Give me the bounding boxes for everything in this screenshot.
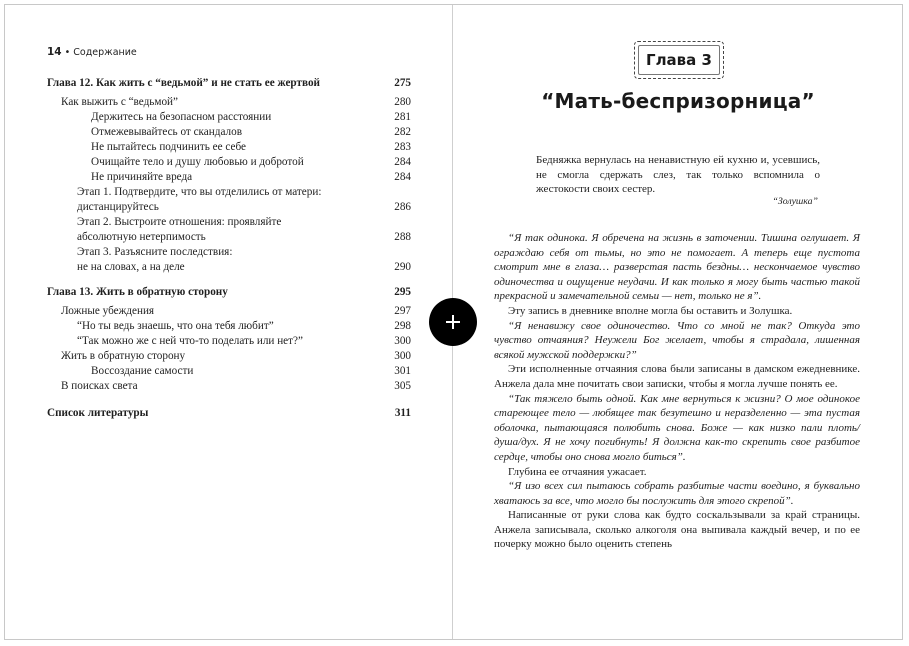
text-paragraph: Написанные от руки слова как будто соскальзывали за край страницы. Анжела записывала, сколько алкоголя она выпивала каждый вечер, и по ее почерку можно было оценить степень xyxy=(494,509,860,551)
toc-entry xyxy=(5,304,451,319)
toc-entry-title: Этап 1. Подтвердите, что вы отделились от матери: xyxy=(77,186,322,198)
toc-entry xyxy=(5,110,451,125)
toc-entry xyxy=(5,406,451,421)
quote-paragraph: “Я так одинока. Я обречена на жизнь в заточении. Тишина оглушает. Я ограждаю себя от тьмы, но это не помогает. А теперь еще пустота смотрит мне в глаза… разверстая пасть бездны… нескончаемое чувство одиночества и ощущение неудачи. И как только я могу быть частью такой прекрасной и замечательной семьи — нет, только не я”. xyxy=(494,232,860,303)
running-head-bullet: • xyxy=(64,47,74,58)
toc-entry-page: 286 xyxy=(394,201,411,213)
toc-entry-page: 290 xyxy=(394,261,411,273)
right-page xyxy=(454,5,902,639)
toc-entry xyxy=(5,125,451,140)
toc-entry-page: 300 xyxy=(394,335,411,347)
toc-entry-title: Воссоздание самости xyxy=(91,365,194,377)
epigraph: Бедняжка вернулась на ненавистную ей кухню и, усевшись, не смогла сдержать слез, так только вспомнила о жестокости своих сестер. xyxy=(536,154,820,196)
toc-entry xyxy=(5,140,451,155)
toc-entry-page: 282 xyxy=(394,126,411,138)
toc-entry-page: 288 xyxy=(394,231,411,243)
toc-entry-title: Жить в обратную сторону xyxy=(61,350,186,362)
toc-entry-page: 301 xyxy=(394,365,411,377)
chapter-label-box xyxy=(634,41,724,79)
toc-entry-page: 284 xyxy=(394,156,411,168)
toc-entry-page: 275 xyxy=(394,77,411,89)
toc-entry xyxy=(5,349,451,364)
quote-paragraph: “Так тяжело быть одной. Как мне вернуться к жизни? О мое одинокое стареющее тело — любящее так безутешно и неразделенно — эта пустая оболочка, пытающаяся полюбить снова. Боже — как низко пали плоть/душа/дух. Я не хочу погибнуть! Я должна как-то скрепить свое разбитое сердце, чтобы оно снова могло биться”. xyxy=(494,392,860,463)
add-button[interactable] xyxy=(429,298,477,346)
toc-entry-title: “Так можно же с ней что-то поделать или нет?” xyxy=(77,335,303,347)
toc-entry xyxy=(5,200,451,215)
text-paragraph: Глубина ее отчаяния ужасает. xyxy=(508,465,647,478)
toc-entry-page: 280 xyxy=(394,96,411,108)
toc-entry-title: Глава 12. Как жить с “ведьмой” и не стать ее жертвой xyxy=(47,77,320,89)
toc-entry-page: 297 xyxy=(394,305,411,317)
text-paragraph: Эти исполненные отчаяния слова были записаны в дамском ежедневнике. Анжела дала мне почитать свои записки, чтобы я могла лучше понять ее. xyxy=(494,363,860,390)
toc-entry-page: 311 xyxy=(394,407,411,419)
toc-entry-page: 305 xyxy=(394,380,411,392)
toc-entry-title: Отмежевывайтесь от скандалов xyxy=(91,126,242,138)
toc-entry xyxy=(5,379,451,394)
toc-entry xyxy=(5,185,451,200)
toc-entry xyxy=(5,364,451,379)
chapter-label: Глава 3 xyxy=(638,45,720,75)
running-head-title: Содержание xyxy=(73,47,137,58)
toc-entry-title: “Но ты ведь знаешь, что она тебя любит” xyxy=(77,320,274,332)
toc-entry xyxy=(5,215,451,230)
toc-entry-title: Глава 13. Жить в обратную сторону xyxy=(47,286,228,298)
toc-entry xyxy=(5,260,451,275)
toc-entry xyxy=(5,76,451,91)
toc-entry xyxy=(5,170,451,185)
text-paragraph: Эту запись в дневнике вполне могла бы оставить и Золушка. xyxy=(508,304,793,317)
toc-entry-title: Как выжить с “ведьмой” xyxy=(61,96,178,108)
plus-icon xyxy=(452,315,454,329)
toc-entry-title: В поисках света xyxy=(61,380,138,392)
toc-entry xyxy=(5,334,451,349)
toc-entry-page: 284 xyxy=(394,171,411,183)
page-number: 14 xyxy=(47,46,62,58)
toc-entry-title: Очищайте тело и душу любовью и добротой xyxy=(91,156,304,168)
toc-entry-page: 283 xyxy=(394,141,411,153)
toc-entry-title: Не пытайтесь подчинить ее себе xyxy=(91,141,246,153)
toc-entry xyxy=(5,230,451,245)
toc-entry xyxy=(5,245,451,260)
toc-entry-title: Этап 2. Выстроите отношения: проявляйте xyxy=(77,216,282,228)
toc-entry-title: Этап 3. Разъясните последствия: xyxy=(77,246,233,258)
epigraph-source: “Золушка” xyxy=(772,196,818,207)
toc-entry xyxy=(5,155,451,170)
toc-entry-title: не на словах, а на деле xyxy=(77,261,185,273)
toc-entry-title: дистанцируйтесь xyxy=(77,201,159,213)
toc-entry-title: Список литературы xyxy=(47,407,149,419)
toc-entry xyxy=(5,285,451,300)
quote-paragraph: “Я изо всех сил пытаюсь собрать разбитые части воедино, я буквально хватаюсь за все, что могло бы послужить для этого скрепой”. xyxy=(494,480,860,507)
toc-entry xyxy=(5,95,451,110)
toc-entry xyxy=(5,319,451,334)
toc-entry-page: 281 xyxy=(394,111,411,123)
left-page xyxy=(5,5,451,639)
toc-entry-page: 295 xyxy=(394,286,411,298)
toc-entry-title: Не причиняйте вреда xyxy=(91,171,193,183)
running-head xyxy=(47,46,137,58)
toc-entry-page: 298 xyxy=(394,320,411,332)
toc-entry-title: Ложные убеждения xyxy=(61,305,155,317)
toc-entry-page: 300 xyxy=(394,350,411,362)
chapter-body xyxy=(494,231,860,552)
quote-paragraph: “Я ненавижу свое одиночество. Что со мной не так? Откуда это чувство отчаяния? Неужели Бог желает, чтобы я страдала, лишенная всякой мужской поддержки?” xyxy=(494,319,860,361)
toc-entry-title: Держитесь на безопасном расстоянии xyxy=(91,111,272,123)
chapter-title: “Мать-беспризорница” xyxy=(541,89,815,113)
toc-entry-title: абсолютную нетерпимость xyxy=(77,231,206,243)
